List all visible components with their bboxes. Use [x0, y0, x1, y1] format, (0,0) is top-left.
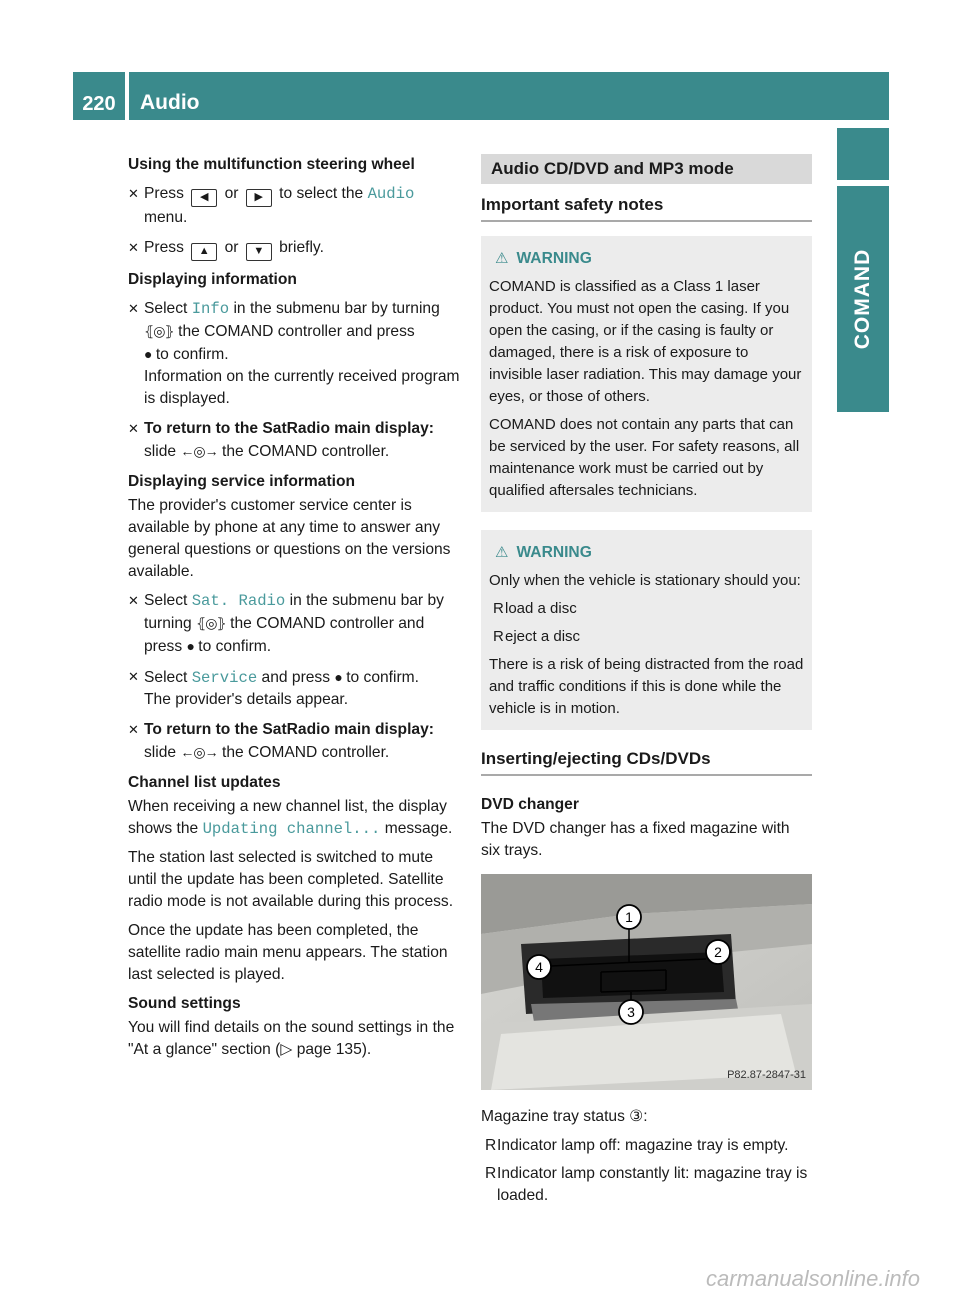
step-return-1: ✕ To return to the SatRadio main display: slide ←◎→ the COMAND controller.: [128, 420, 434, 460]
service-text: The provider's customer service center is available by phone at any time to answer any general questions or questions on the versions available.: [128, 497, 451, 580]
code-info: Info: [191, 300, 230, 318]
dvd-changer-illustration: [481, 874, 812, 1090]
warning-text: There is a risk of being distracted from the road and traffic conditions if this is done while the vehicle is in motion.: [489, 656, 804, 717]
warning-box-1: [481, 236, 812, 512]
step-press-select: ✕ Press ◀ or ▶ to select the Audio menu.: [128, 185, 415, 226]
press-controller-icon: ●: [334, 669, 342, 685]
side-marker: [837, 128, 889, 180]
chapter-tab: [837, 186, 889, 412]
channel-text-2: The station last selected is switched to mute until the update has been completed. Satellite radio mode is not available during this process.: [128, 849, 454, 910]
callout-4: 4: [535, 959, 543, 975]
step-return-2: ✕ To return to the SatRadio main display: slide ←◎→ the COMAND controller.: [128, 721, 434, 761]
warning-text: COMAND is classified as a Class 1 laser product. You must not open the casing. If you open the casing, or if the casing is faulty or damaged, there is a risk of exposure to invisible laser radiation. This may damage your eyes, or those of others.: [489, 278, 802, 405]
steering-heading: Using the multifunction steering wheel: [128, 156, 415, 173]
warning-title: ⚠ WARNING: [495, 248, 804, 270]
press-controller-icon: ●: [144, 346, 152, 362]
list-item: R Indicator lamp off: magazine tray is empty.: [481, 1135, 812, 1157]
warning-triangle-icon: ⚠: [495, 544, 509, 561]
channel-text-3: Once the update has been completed, the satellite radio main menu appears. The station last selected is played.: [128, 922, 448, 983]
code-audio: Audio: [367, 185, 415, 203]
dvd-changer-photo: [481, 874, 812, 1090]
page-number: 220: [73, 72, 125, 120]
callout-1: 1: [625, 909, 633, 925]
press-controller-icon: ●: [186, 638, 194, 654]
channel-text-1: When receiving a new channel list, the display shows the Updating channel... message.: [128, 798, 453, 838]
code-sat-radio: Sat. Radio: [191, 592, 286, 610]
step-select-service: ✕ Select Service and press ● to confirm. The provider's details appear.: [128, 666, 462, 711]
code-updating-channel: Updating channel...: [202, 820, 381, 838]
displaying-heading: Displaying information: [128, 271, 297, 288]
right-key-icon: ▶: [246, 189, 272, 207]
down-key-icon: ▼: [246, 243, 272, 261]
right-column: [481, 154, 812, 1213]
chapter-tab-label: COMAND: [851, 248, 874, 350]
list-item: R load a disc: [489, 598, 804, 620]
section-heading-bar: Audio CD/DVD and MP3 mode: [481, 154, 812, 184]
step-arrow-icon: ✕: [128, 669, 139, 684]
bullet-icon: R: [485, 1165, 497, 1182]
sound-text: You will find details on the sound settings in the "At a glance" section (▷ page 135).: [128, 1019, 455, 1058]
callout-2: 2: [714, 944, 722, 960]
warning-box-2: [481, 530, 812, 730]
list-item: R Indicator lamp constantly lit: magazine tray is loaded.: [485, 1165, 808, 1204]
section-title: Audio: [129, 72, 889, 120]
step-arrow-icon: ✕: [128, 593, 139, 608]
bullet-icon: R: [493, 628, 504, 645]
code-service: Service: [191, 669, 258, 687]
service-heading: Displaying service information: [128, 473, 356, 490]
step-press-updown: ✕ Press ▲ or ▼ briefly.: [128, 237, 462, 261]
step-select-info: ✕ Select Info in the submenu bar by turning ⦃◎⦄ the COMAND controller and press ● to confirm. Information on the currently received program is displayed.: [128, 300, 460, 407]
step-arrow-icon: ✕: [128, 301, 139, 316]
step-select-sat: ✕ Select Sat. Radio in the submenu bar by turning ⦃◎⦄ the COMAND controller and press ● to confirm.: [128, 592, 444, 655]
inserting-heading: Inserting/ejecting CDs/DVDs: [481, 748, 812, 776]
callout-3: 3: [627, 1004, 635, 1020]
sound-heading: Sound settings: [128, 995, 241, 1012]
page-ref-icon: ▷: [280, 1041, 293, 1058]
step-arrow-icon: ✕: [128, 421, 139, 436]
photo-reference-code: P82.87-2847-31: [727, 1069, 806, 1081]
left-key-icon: ◀: [191, 189, 217, 207]
safety-heading: Important safety notes: [481, 194, 812, 222]
warning-text: Only when the vehicle is stationary should you:: [489, 572, 801, 589]
turn-controller-icon: ⦃◎⦄: [144, 323, 174, 339]
step-arrow-icon: ✕: [128, 722, 139, 737]
watermark: carmanualsonline.info: [705, 1266, 920, 1291]
slide-controller-icon: ←◎→: [180, 443, 218, 459]
turn-controller-icon: ⦃◎⦄: [196, 615, 226, 631]
warning-text: COMAND does not contain any parts that can be serviced by the user. For safety reasons, all maintenance work must be carried out by qualified aftersales technicians.: [489, 416, 800, 499]
dvd-heading: DVD changer: [481, 796, 579, 813]
bullet-icon: R: [493, 600, 504, 617]
channel-heading: Channel list updates: [128, 774, 281, 791]
bullet-icon: R: [485, 1137, 497, 1154]
step-arrow-icon: ✕: [128, 240, 139, 255]
list-item: R eject a disc: [489, 626, 804, 648]
warning-title: ⚠ WARNING: [495, 542, 804, 564]
up-key-icon: ▲: [191, 243, 217, 261]
dvd-text: The DVD changer has a fixed magazine with six trays.: [481, 820, 790, 859]
warning-triangle-icon: ⚠: [495, 250, 509, 267]
step-arrow-icon: ✕: [128, 186, 139, 201]
left-column: [128, 154, 462, 1068]
slide-controller-icon: ←◎→: [180, 744, 218, 760]
magazine-status-text: Magazine tray status ③:: [481, 1108, 648, 1125]
